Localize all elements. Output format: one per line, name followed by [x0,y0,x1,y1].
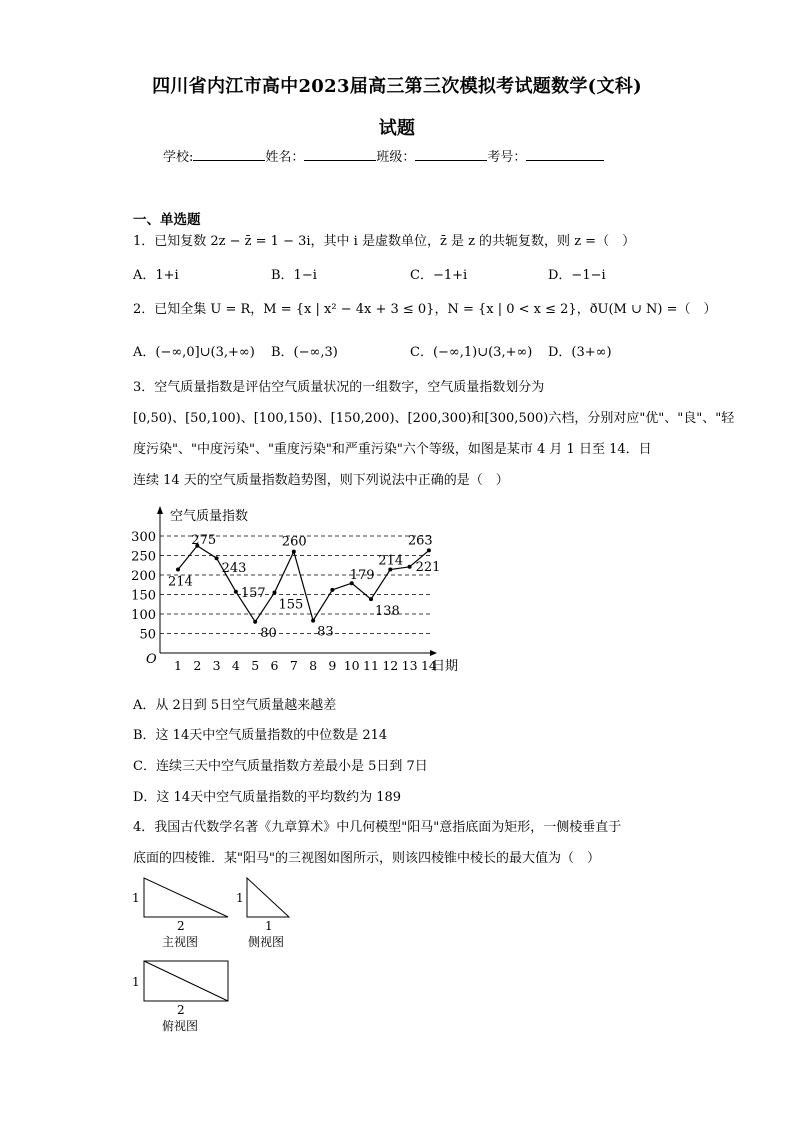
data-label: 155 [278,597,304,613]
x-tick-label: 1 [174,658,182,673]
name-field[interactable] [304,148,376,161]
question-3-line3: 度污染"、"中度污染"、"重度污染"和严重污染"六个等级，如图是某市 4 月 1 日至 14．日 [133,442,652,457]
top-view-caption: 俯视图 [162,1019,199,1033]
x-tick-label: 9 [328,658,337,673]
y-tick-label: 200 [131,569,156,584]
x-tick-label: 10 [343,658,360,673]
question-1-stem: 1．已知复数 2z − z̄ = 1 − 3i，其中 i 是虚数单位，z̄ 是 z 的共轭复数，则 z =（ ） [133,234,636,249]
x-tick-label: 5 [251,658,260,673]
x-tick-label: 8 [309,658,318,673]
top-view-diagonal [144,961,228,1001]
q3-option-c[interactable]: C．连续三天中空气质量指数方差最小是 5日到 7日 [133,759,428,774]
chart-origin: O [146,652,157,667]
side-view [236,878,289,949]
data-point [253,620,257,624]
data-label: 80 [260,625,277,641]
top-view [132,961,228,1033]
section-heading: 一、单选题 [133,212,201,228]
question-4-line2: 底面的四棱锥．某"阳马"的三视图如图所示，则该四棱锥中棱长的最大值为（ ） [133,851,600,866]
school-field[interactable] [193,148,265,161]
side-view-height: 1 [236,891,244,905]
q2-option-a[interactable]: A．(−∞,0]∪(3,+∞) [133,345,255,360]
x-tick-label: 14 [420,658,437,673]
top-view-width: 2 [177,1003,185,1017]
front-view-triangle [144,878,228,917]
question-3-line1: 3．空气质量指数是评估空气质量状况的一组数字，空气质量指数划分为 [133,380,545,395]
x-tick-label: 2 [193,658,202,673]
x-tick-label: 4 [231,658,240,673]
x-tick-label: 6 [270,658,279,673]
number-label: 考号： [487,150,527,165]
data-label: 138 [375,604,400,620]
chart-ylabel: 空气质量指数 [170,509,249,524]
data-label: 83 [317,624,334,640]
chart-x-ticks [174,658,437,673]
data-label: 275 [191,532,217,548]
front-view [132,878,228,949]
data-point [273,591,277,595]
page-title: 四川省内江市高中2023届高三第三次模拟考试题数学(文科) [152,76,642,97]
front-view-caption: 主视图 [162,935,199,949]
aqi-line-chart [130,500,470,680]
page-title-line2: 试题 [378,118,416,139]
q1-option-c[interactable]: C．−1+i [410,268,468,283]
data-point [427,548,431,552]
data-label: 260 [281,534,307,550]
number-field[interactable] [526,148,604,161]
y-tick-label: 150 [131,588,156,604]
q3-option-d[interactable]: D．这 14天中空气质量指数的平均数约为 189 [133,790,402,805]
chart-y-ticks [131,530,156,643]
data-point [369,597,373,601]
q1-option-d[interactable]: D．−1−i [548,268,606,283]
data-point [408,565,412,569]
front-view-width: 2 [177,919,185,933]
three-view-figure [128,872,308,1042]
data-label: 179 [349,568,375,584]
q2-option-b[interactable]: B．(−∞,3) [271,345,338,360]
y-tick-label: 300 [131,530,156,545]
data-point [176,568,180,572]
data-label: 214 [378,553,404,569]
student-info-line [163,146,604,165]
y-axis-arrow [157,506,163,514]
y-tick-label: 50 [139,627,156,643]
q2-option-d[interactable]: D．(3+∞) [548,345,612,360]
question-2-stem: 2．已知全集 U = R，M = {x | x² − 4x + 3 ≤ 0}，N = {x | 0 < x ≤ 2}，ðU(M ∪ N) =（ ） [133,302,717,317]
data-point [292,550,296,554]
data-label: 243 [221,561,247,577]
q3-option-a[interactable]: A．从 2日到 5日空气质量越来越差 [133,698,337,713]
q3-option-b[interactable]: B．这 14天中空气质量指数的中位数是 214 [133,728,388,743]
x-tick-label: 13 [401,658,418,673]
x-axis-arrow [430,650,437,656]
side-view-caption: 侧视图 [248,935,285,949]
data-label: 157 [240,585,266,601]
data-point [311,619,315,623]
q1-option-a[interactable]: A．1+i [133,268,179,283]
x-tick-label: 3 [212,658,221,673]
question-3-line2: [0,50)、[50,100)、[100,150)、[150,200)、[200,300)和[300,500)六档，分别对应"优"、"良"、"轻 [133,411,735,426]
side-view-triangle [247,878,289,917]
question-3-line4: 连续 14 天的空气质量指数趋势图，则下列说法中正确的是（ ） [133,473,509,488]
side-view-width: 1 [265,919,273,933]
data-point [234,590,238,594]
x-tick-label: 7 [289,658,298,673]
data-label: 214 [168,574,193,590]
class-field[interactable] [415,148,487,161]
q1-option-b[interactable]: B．1−i [271,268,317,283]
y-tick-label: 250 [131,549,156,565]
data-point [330,588,334,592]
class-label: 班级： [376,150,416,165]
chart-xlabel: 日期 [432,659,459,674]
front-view-height: 1 [132,891,140,905]
x-tick-label: 11 [363,658,379,673]
top-view-height: 1 [132,975,140,989]
name-label: 姓名： [265,150,305,165]
data-point [215,556,219,560]
x-tick-label: 12 [382,658,399,673]
school-label: 学校: [163,150,194,165]
data-label: 221 [415,559,441,575]
data-label: 263 [407,533,433,549]
question-4-line1: 4．我国古代数学名著《九章算术》中几何模型"阳马"意指底面为矩形，一侧棱垂直于 [133,820,622,835]
q2-option-c[interactable]: C．(−∞,1)∪(3,+∞) [410,345,533,360]
y-tick-label: 100 [131,608,156,623]
